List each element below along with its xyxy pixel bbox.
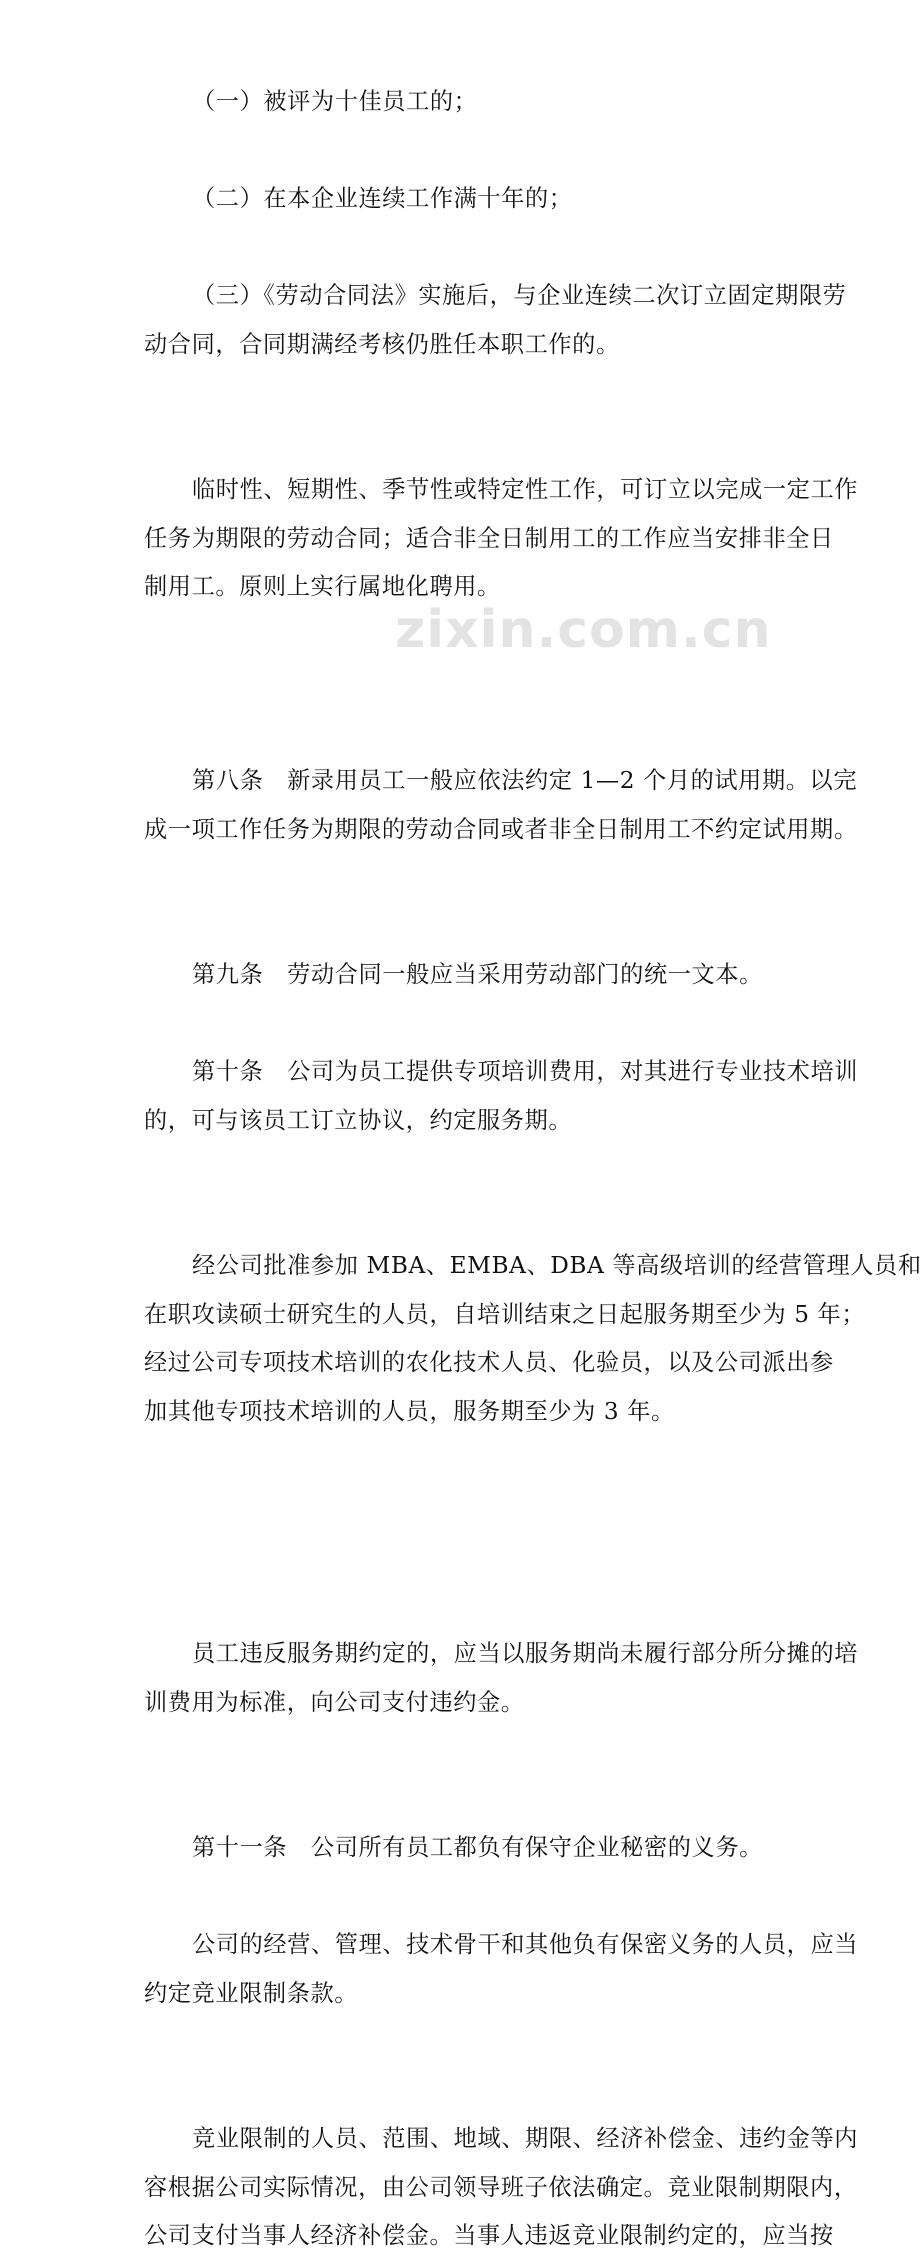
paragraph-line: 经公司批准参加 MBA、EMBA、DBA 等高级培训的经营管理人员和 [192,1252,922,1279]
article-eleven [96,1824,824,1873]
paragraph-line: 训费用为标准，向公司支付违约金。 [144,1688,525,1716]
item-one [96,78,824,127]
paragraph-line: 动合同，合同期满经考核仍胜任本职工作的。 [144,330,620,358]
paragraph-line: 的，可与该员工订立协议，约定服务期。 [144,1106,573,1134]
paragraph-line: 加其他专项技术培训的人员，服务期至少为 3 年。 [144,1397,675,1425]
paragraph-line: 经过公司专项技术培训的农化技术人员、化验员，以及公司派出参 [144,1349,834,1376]
article-ten [96,1048,859,1145]
paragraph-line: 员工违反服务期约定的，应当以服务期尚未履行部分所分摊的培 [192,1640,859,1667]
paragraph-line: 公司的经营、管理、技术骨干和其他负有保密义务的人员，应当 [192,1931,859,1958]
article-eight [96,757,858,854]
penalty-paragraph [96,1630,859,1727]
paragraph-line: 约定竞业限制条款。 [144,1979,359,2007]
paragraph-line: 成一项工作任务为期限的劳动合同或者非全日制用工不约定试用期。 [144,815,858,843]
watermark: zixin.com.cn [395,600,772,660]
paragraph-line: 任务为期限的劳动合同；适合非全日制用工的工作应当安排非全日 [144,524,834,552]
paragraph-line: 第八条 新录用员工一般应依法约定 1—2 个月的试用期。以完 [192,767,858,794]
item-two [96,175,824,224]
paragraph-line: 在职攻读硕士研究生的人员，自培训结束之日起服务期至少为 5 年； [144,1300,866,1328]
temporary-work-paragraph [96,466,859,612]
paragraph-line: 第九条 劳动合同一般应当采用劳动部门的统一文本。 [192,961,763,988]
paragraph-line: 临时性、短期性、季节性或特定性工作，可订立以完成一定工作 [192,476,859,503]
item-three [96,272,847,369]
paragraph-line: （二）在本企业连续工作满十年的； [192,185,573,212]
non-compete-paragraph [96,1921,859,2018]
paragraph-line: 竞业限制的人员、范围、地域、期限、经济补偿金、违约金等内 [192,2125,859,2152]
paragraph-line: （一）被评为十佳员工的； [192,88,478,115]
paragraph-line: 公司支付当事人经济补偿金。当事人违返竞业限制约定的，应当按 [144,2222,834,2249]
paragraph-line: 第十一条 公司所有员工都负有保守企业秘密的义务。 [192,1834,763,1861]
paragraph-line: （三）《劳动合同法》实施后，与企业连续二次订立固定期限劳 [192,282,847,309]
non-compete-details-paragraph [96,2115,859,2261]
paragraph-line: 制用工。原则上实行属地化聘用。 [144,573,501,600]
paragraph-line: 容根据公司实际情况，由公司领导班子依法确定。竞业限制期限内， [144,2173,858,2201]
article-nine [96,951,824,1000]
paragraph-line: 第十条 公司为员工提供专项培训费用，对其进行专业技术培训 [192,1058,859,1085]
training-service-period-paragraph [96,1242,922,1436]
